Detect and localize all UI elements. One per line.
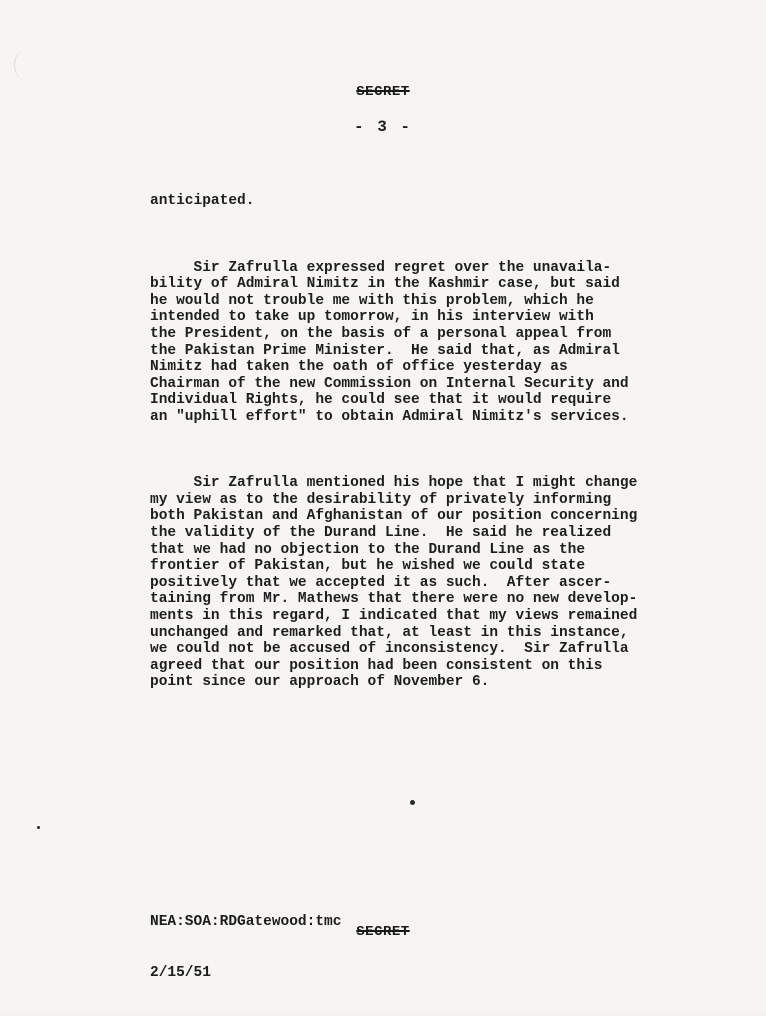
classification-marking-top: SECRET <box>356 84 410 100</box>
classification-marking-bottom: SECRET <box>356 924 410 940</box>
drafting-date: 2/15/51 <box>150 965 211 981</box>
punch-hole-mark <box>14 50 37 80</box>
paragraph-continuation: anticipated. <box>150 193 255 210</box>
drafting-office: NEA:SOA:RDGatewood:tmc <box>150 914 342 930</box>
drafting-info <box>150 880 341 1016</box>
ink-speck <box>410 800 415 805</box>
page-number: - 3 - <box>353 118 412 136</box>
paragraph-durand-line: Sir Zafrulla mentioned his hope that I might change my view as to the desirability of privately informing both Pakistan and Afghanistan of our position concerning the validity of the Durand Line. He said he realized that we had no objection to the Durand Line as the frontier of Pakistan, but he wished we could state positively that we accepted it as such. After ascer- taining from Mr. Mathews that there were no new develop- ments in this regard, I indicated that my views remained unchanged and remarked that, at least in this instance, we could not be accused of inconsistency. Sir Zafrulla agreed that our position had been consistent on this point since our approach of November 6. <box>150 475 638 691</box>
ink-speck <box>37 826 40 829</box>
memo-body <box>150 160 710 741</box>
paragraph-nimitz: Sir Zafrulla expressed regret over the unavaila- bility of Admiral Nimitz in the Kashmir case, but said he would not trouble me with this problem, which he intended to take up tomorrow, in his interview with the President, on the basis of a personal appeal from the Pakistan Prime Minister. He said that, as Admiral Nimitz had taken the oath of office yesterday as Chairman of the new Commission on Internal Security and Individual Rights, he could see that it would require an "uphill effort" to obtain Admiral Nimitz's services. <box>150 259 629 425</box>
